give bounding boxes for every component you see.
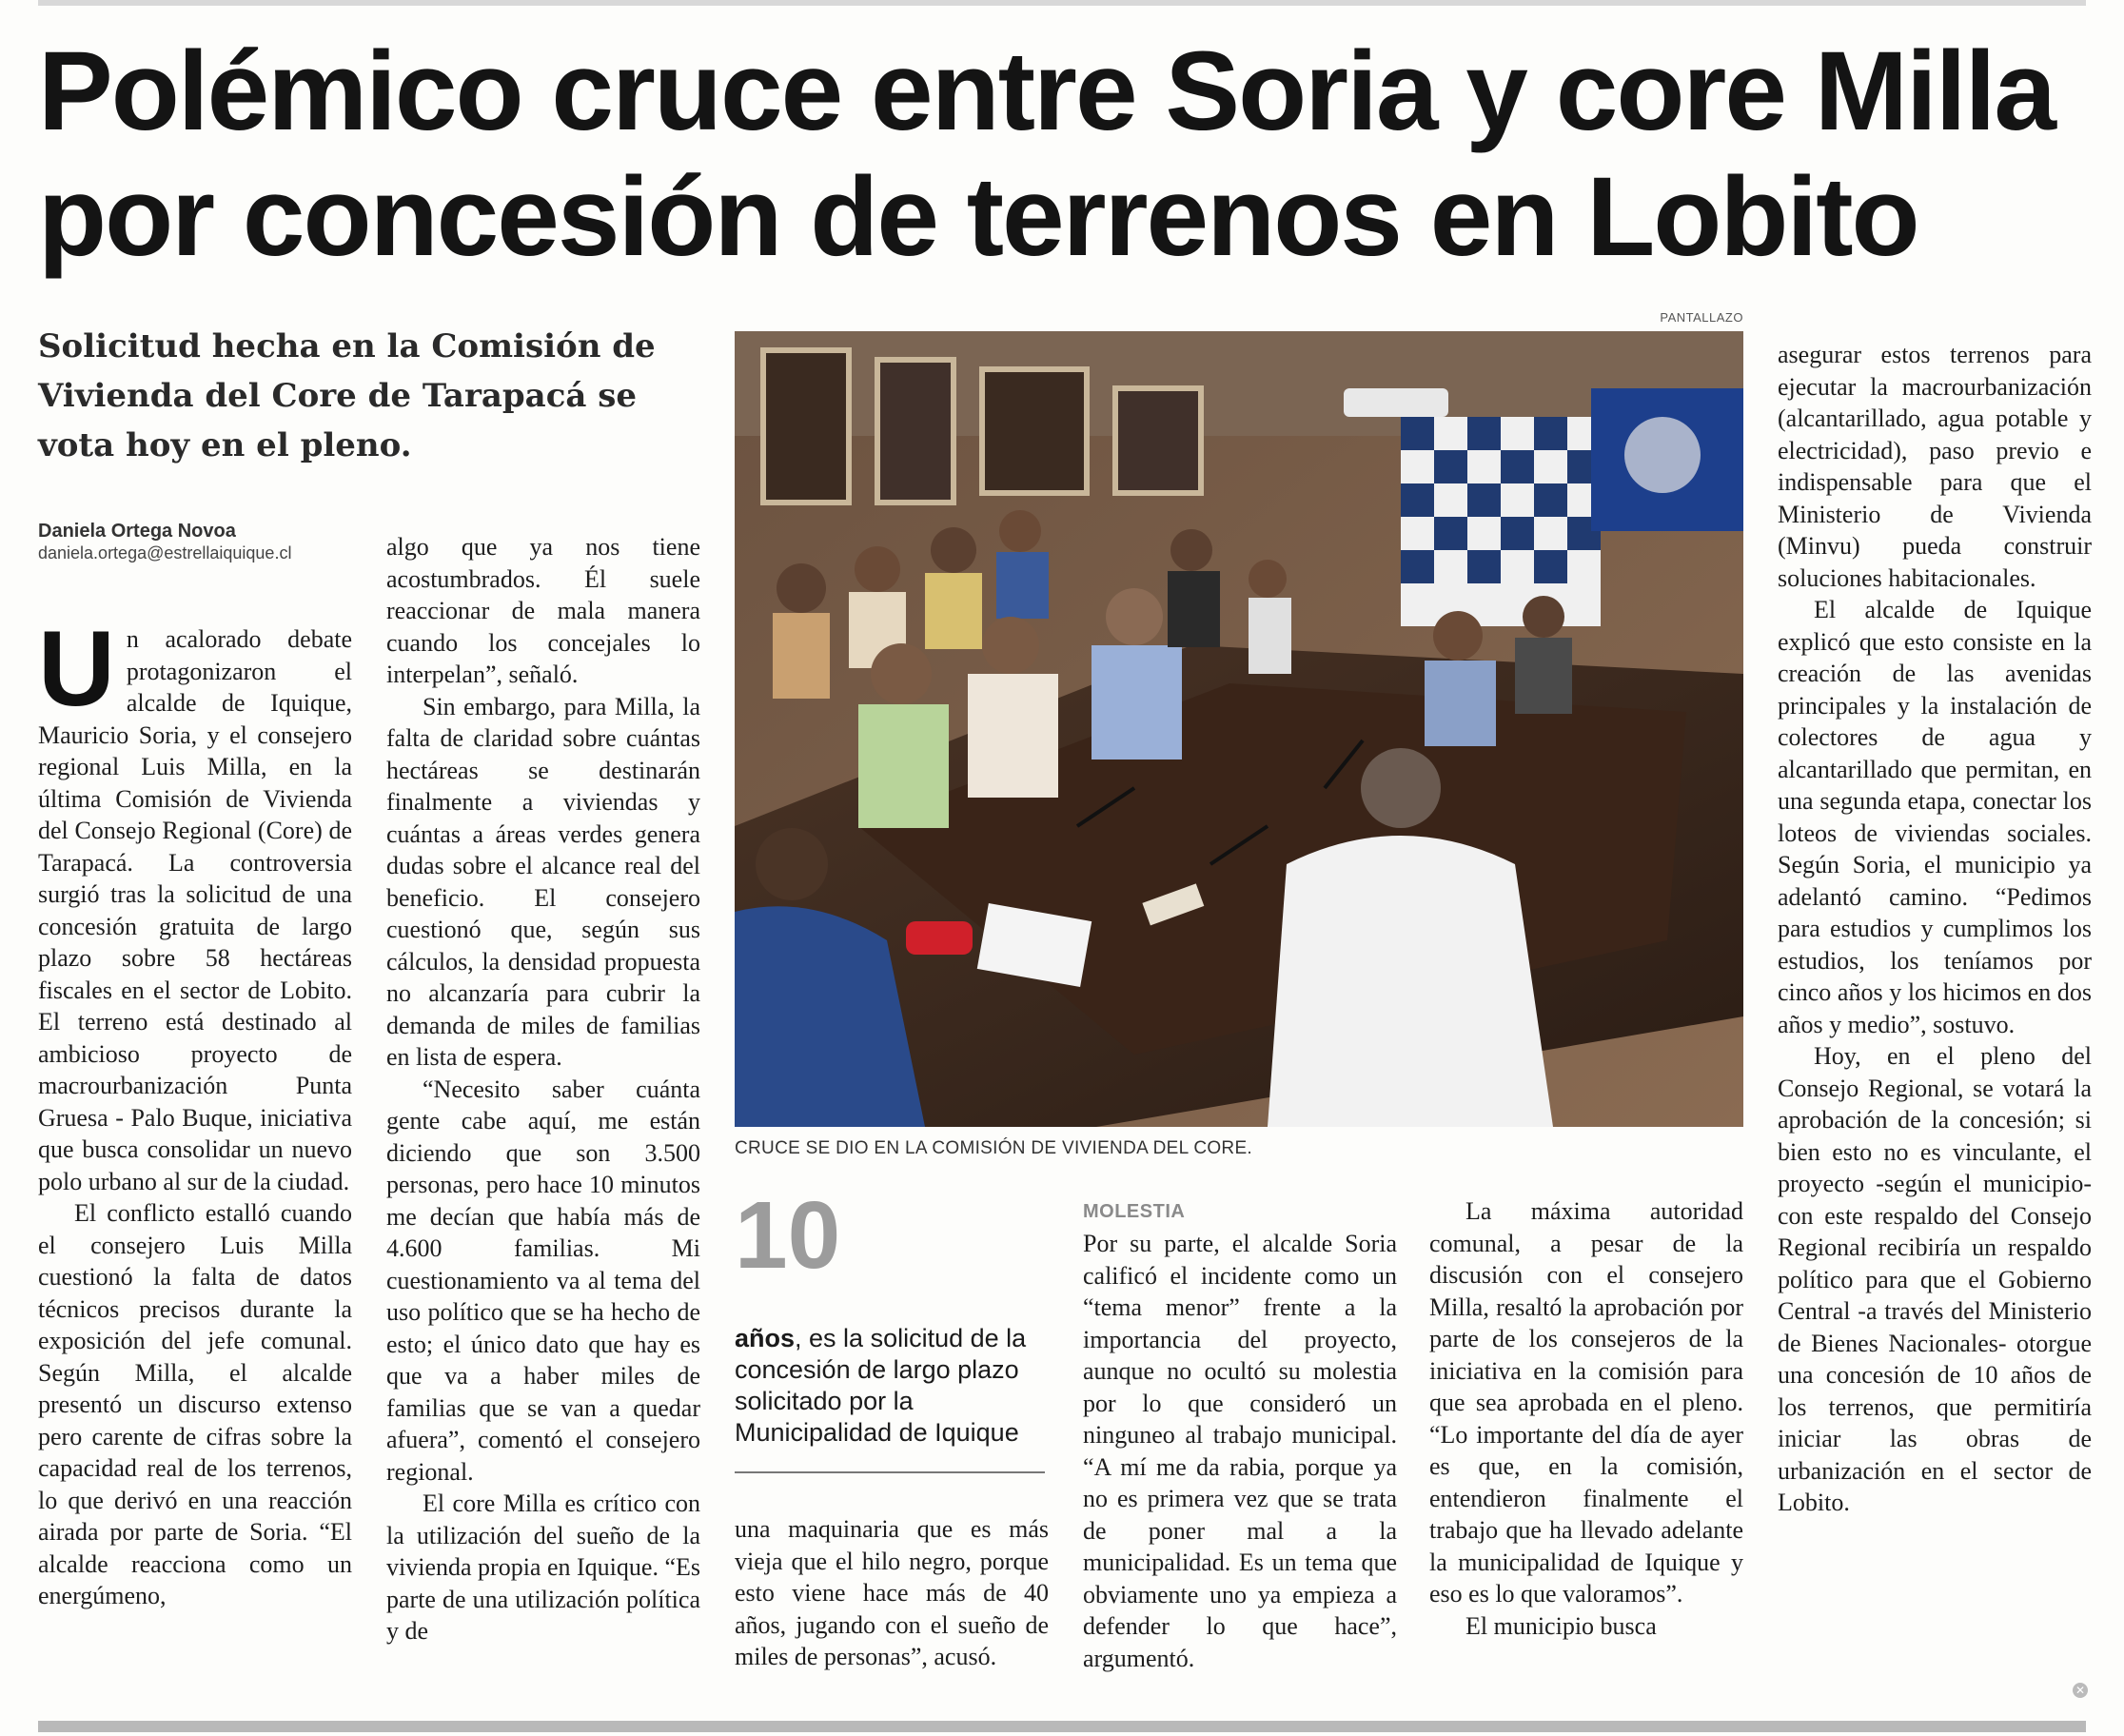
highlight-number: 10 — [735, 1182, 841, 1289]
paragraph: El municipio busca — [1465, 1611, 1657, 1640]
article-column-5 — [1429, 1195, 1743, 1642]
article-column-3 — [735, 1513, 1049, 1673]
paragraph: una maquinaria que es más vieja que el hilo negro, porque esto viene hace más de 40 años, jugando con el sueño de miles de personas”, acusó. — [735, 1515, 1049, 1670]
paragraph: El alcalde de Iquique explicó que esto consiste en la creación de las avenidas principales y la instalación de colectores de agua y alcantarillado que permitan, en una segunda etapa, conectar los loteos de viviendas sociales. Según Soria, el municipio ya adelantó camino. “Pedimos para estudios y cumplimos los estudios, los teníamos por cinco años y los hicimos en dos años y medio”, sostuvo. — [1778, 596, 2092, 1038]
lead-paragraph: Un acalorado debate protagonizaron el alcalde de Iquique, Mauricio Soria, y el consejero regional Luis Milla, en la última Comisión de Vivienda del Consejo Regional (Core) de Tarapacá. La controversia surgió tras la solicitud de una concesión gratuita de largo plazo sobre 58 hectáreas fiscales en el sector de Lobito. El terreno está destinado al ambicioso proyecto de macrourbanización Punta Gruesa - Palo Buque, iniciativa que busca consolidar un nuevo polo urbano al sur de la ciudad. — [38, 609, 352, 1195]
highlight-bold: años — [735, 1324, 796, 1352]
author-email: daniela.ortega@estrellaiquique.cl — [38, 543, 292, 562]
subheadline: Solicitud hecha en la Comisión de Vivienda del Core de Tarapacá se vota hoy en el pleno. — [38, 327, 656, 464]
bottom-rule — [38, 1721, 2086, 1732]
meeting-room-photo — [735, 331, 1743, 1127]
article-column-1 — [38, 609, 352, 1612]
top-rule — [38, 0, 2086, 6]
byline — [38, 520, 371, 563]
paragraph: Sin embargo, para Milla, la falta de claridad sobre cuántas hectáreas se destinarán finalmente a viviendas y cuántas a áreas verdes genera dudas sobre el alcance real del beneficio. El consejero cuestionó que, según sus cálculos, la densidad propuesta no alcanzaría para cubrir la demanda de miles de familias en lista de espera. — [386, 692, 700, 1071]
article-column-6 — [1778, 339, 2092, 1519]
paragraph: El conflicto estalló cuando el consejero Luis Milla cuestionó la falta de datos técnicos precisos durante la exposición del jefe comunal. Según Milla, el alcalde presentó un discurso extenso pero carente de cifras sobre la capacidad real de los terrenos, lo que derivó en una reacción airada por parte de Soria. “El alcalde reacciona como un energúmeno, — [38, 1199, 352, 1609]
paragraph: asegurar estos terrenos para ejecutar la macrourbanización (alcantarillado, agua potable y electricidad), paso previo e indispensable para que el Ministerio de Vivienda (Minvu) pueda construir soluciones habitacionales. — [1778, 341, 2092, 592]
paragraph: La máxima autoridad comunal, a pesar de la discusión con el consejero Milla, resaltó la aprobación por parte de los consejeros de la iniciativa en la comisión para que sea aprobada en el pleno. “Lo importante del día de ayer es que, en la comisión, entendieron finalmente el trabajo que ha llevado adelante la municipalidad de Iquique y eso es lo que valoramos”. — [1429, 1197, 1743, 1608]
author-name: Daniela Ortega Novoa — [38, 521, 236, 542]
divider — [735, 1471, 1045, 1473]
paragraph: Hoy, en el pleno del Consejo Regional, se votará la aprobación de la concesión; si bien esto no es vinculante, el proyecto -según el municipio- con este respaldo del Consejo Regional recibiría un respaldo político para que el Gobierno Central -a través del Ministerio de Bienes Nacionales- otorgue una concesión de 10 años de los terrenos, que permitiría iniciar las obras de urbanización en el sector de Lobito. — [1778, 1042, 2092, 1516]
paragraph: algo que ya nos tiene acostumbrados. Él suele reaccionar de mala manera cuando los concejales lo interpelan”, señaló. — [386, 533, 700, 688]
photo-credit: PANTALLAZO — [1660, 310, 1743, 325]
drop-cap: U — [38, 609, 115, 728]
headline: Polémico cruce entre Soria y core Milla por concesión de terrenos en Lobito — [38, 29, 2055, 280]
highlight-text: años, es la solicitud de la concesión de largo plazo solicitado por la Municipalidad de Iquique — [735, 1324, 1027, 1447]
news-photo — [735, 310, 1743, 1127]
paragraph: Por su parte, el alcalde Soria calificó el incidente como un “tema menor” frente a la importancia del proyecto, aunque no ocultó su molestia por lo que consideró un ninguneo al trabajo municipal. “A mí me da rabia, porque ya no es primera vez que se trata de poner mal a la municipalidad. Es un tema que obviamente uno ya empieza a defender lo que hace”, argumentó. — [1083, 1230, 1397, 1672]
article-column-2 — [386, 531, 700, 1647]
paragraph: “Necesito saber cuánta gente cabe aquí, me están diciendo que son 3.500 personas, pero hace 10 minutos me decían que había más de 4.600 familias. Mi cuestionamiento va al tema del uso político que se ha hecho de esto; el único dato que hay es que va a haber miles de familias que se van a quedar afuera”, comentó el consejero regional. — [386, 1075, 700, 1486]
photo-caption: CRUCE SE DIO EN LA COMISIÓN DE VIVIENDA DEL CORE. — [735, 1138, 1252, 1158]
end-mark-icon: ✕ — [2073, 1683, 2088, 1698]
section-label: MOLESTIA — [1083, 1201, 1186, 1222]
paragraph: El core Milla es crítico con la utilización del sueño de la vivienda propia en Iquique. “Es parte de una utilización política y de — [386, 1489, 700, 1645]
article-column-4 — [1083, 1228, 1397, 1674]
